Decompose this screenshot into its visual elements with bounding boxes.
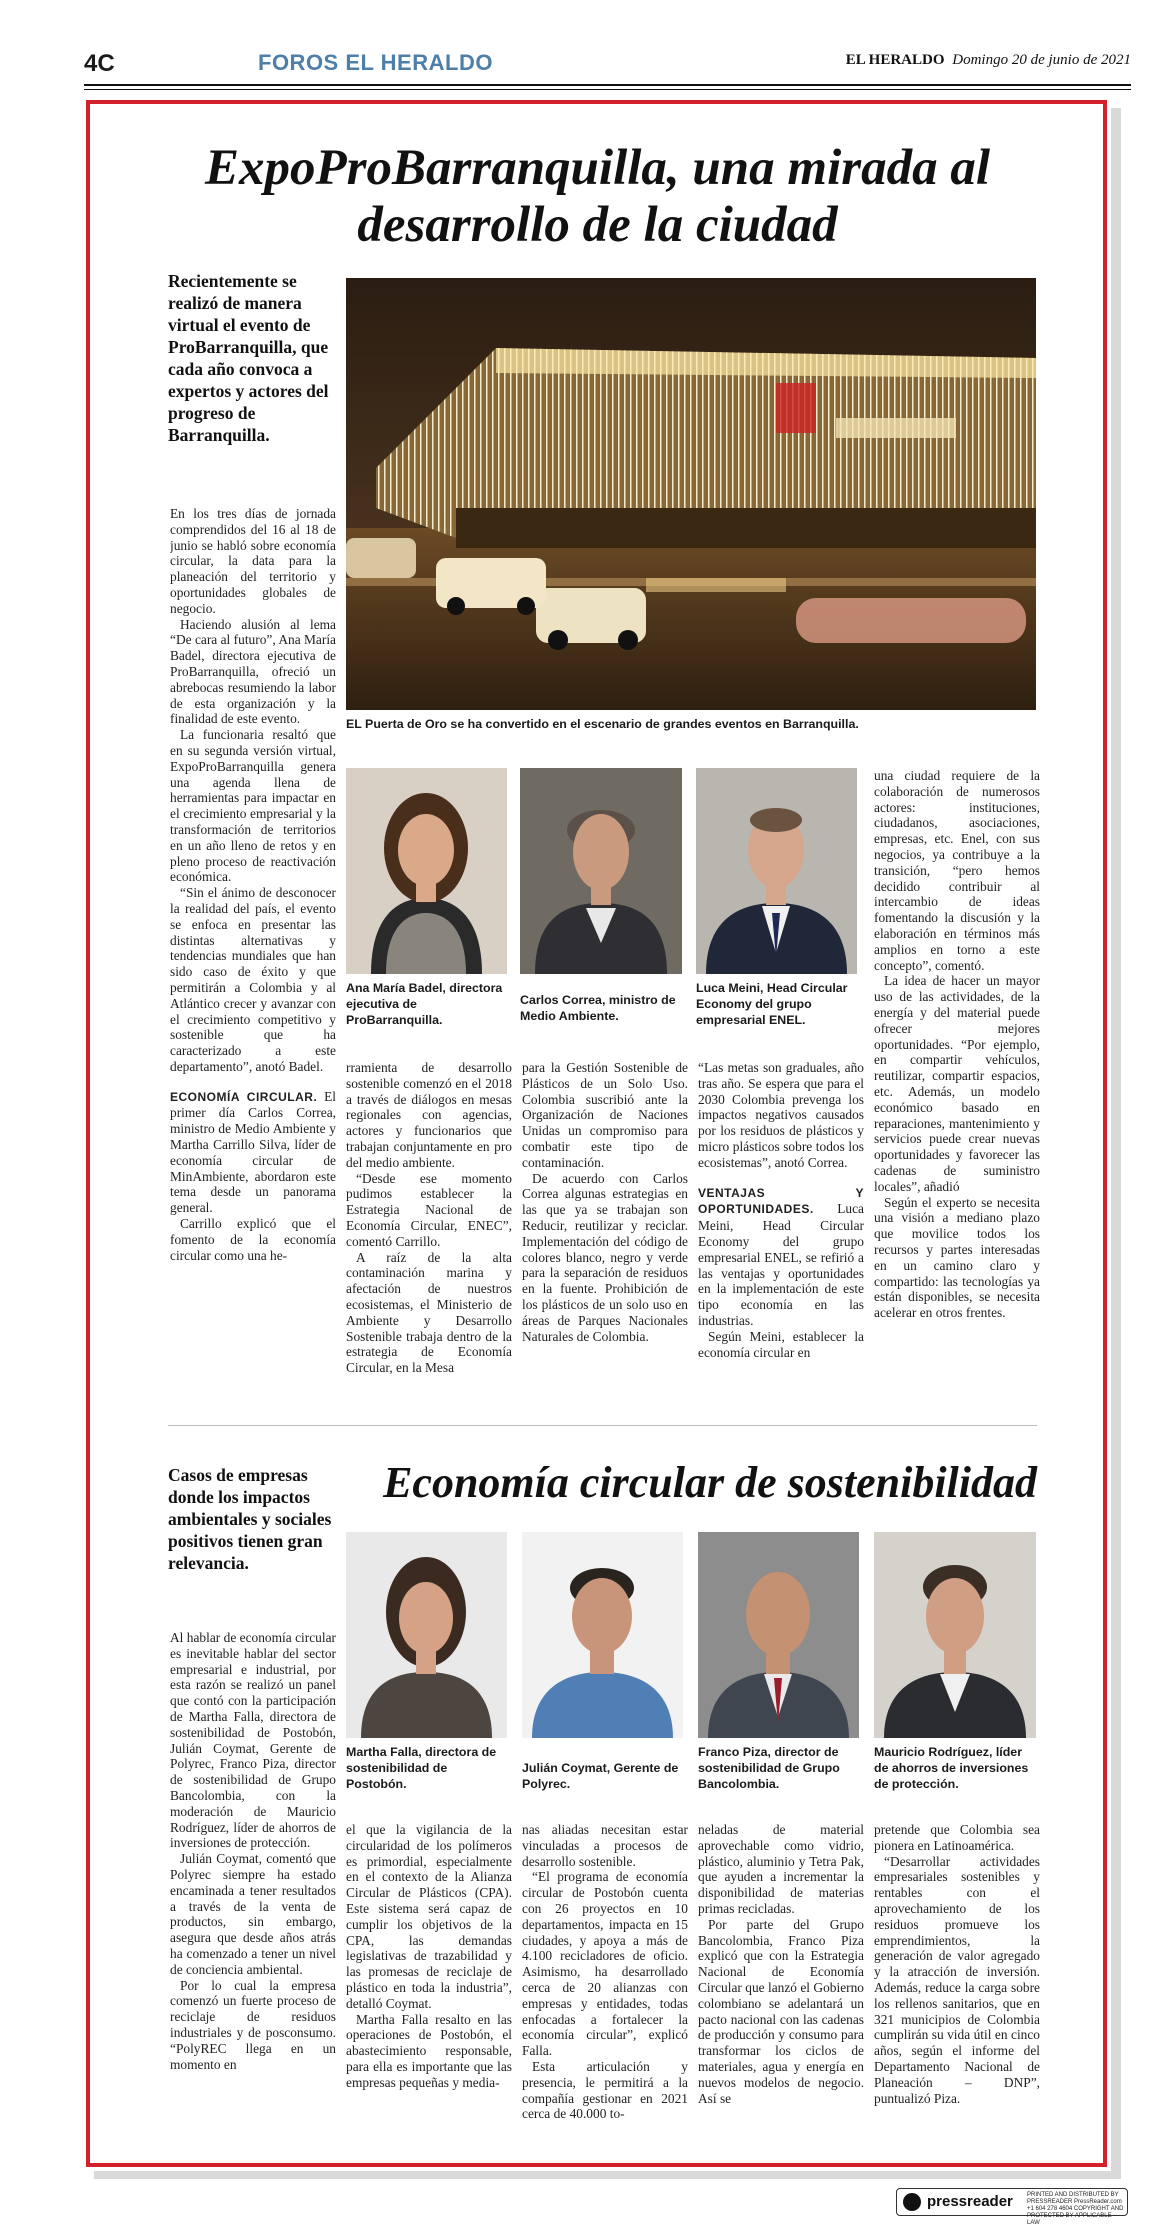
article1-column-1	[170, 506, 336, 1406]
portrait-mauricio-rodriguez	[874, 1532, 1036, 1738]
paragraph: “El programa de economía circular de Postobón cuenta con 26 proyectos en 10 departamentos, impacta en 15 ciudades, y apoya a más de 4.100 recicladores de oficio. Asimismo, ha desarrollado cerca de 20 alianzas con empresas y entidades, todas enfocadas a fortalecer la economía circular”, explicó Falla.	[522, 1869, 688, 2059]
article2-column-4	[698, 1822, 864, 2162]
header-rule	[84, 84, 1131, 86]
paragraph: “Las metas son graduales, año tras año. Se espera que para el 2030 Colombia prevenga los impactos negativos causados por los residuos de plásticos y micro plásticos sobre todos los ecosistemas”, anotó Correa.	[698, 1060, 864, 1170]
paragraph: Carrillo explicó que el fomento de la economía circular como una he-	[170, 1216, 336, 1263]
article2-column-5	[874, 1822, 1040, 2162]
article2-column-3	[522, 1822, 688, 2162]
article1-column-4	[698, 1060, 864, 1410]
paragraph: A raíz de la alta contaminación marina y afectación de nuestros ecosistemas, el Ministerio de Ambiente y Desarrollo Sostenible trabaja dentro de la estrategia de Economía Circular, en la Mesa	[346, 1249, 512, 1376]
paragraph: En los tres días de jornada comprendidos del 16 al 18 de junio se habló sobre economía circular, la data para la planeación del territorio y oportunidades globales de negocio.	[170, 506, 336, 616]
paragraph: “Desarrollar actividades empresariales sostenibles y rentables con el aprovechamiento de los residuos promueve los emprendimientos, la generación de valor agregado y la atracción de inversión. Además, reduce la carga sobre los rellenos sanitarios, que en 321 municipios de Colombia cumplirán su vida útil en cinco años, según el informe del Departamento Nacional de Planeación – DNP”, puntualizó Piza.	[874, 1853, 1040, 2106]
paragraph: Por parte del Grupo Bancolombia, Franco Piza explicó que con la Estrategia Nacional de Economía Circular que lanzó el Gobierno colombiano se adelantará un pacto nacional con las cadenas de producción y consumo para transformar los ciclos de materiales, agua y energía en nuevos modelos de negocio. Así se	[698, 1916, 864, 2106]
subhead-ventajas: VENTAJAS Y OPORTUNIDADES.	[698, 1185, 864, 1217]
portrait-caption-coymat: Julián Coymat, Gerente de Polyrec.	[522, 1761, 679, 1791]
issue-date: Domingo 20 de junio de 2021	[952, 52, 1131, 68]
article2-column-1	[170, 1630, 336, 2160]
paragraph: Luca Meini, Head Circular Economy del grupo empresarial ENEL, se refirió a las ventajas y oportunidades en la implementación de este tipo economía en las industrias.	[698, 1201, 864, 1328]
portrait-caption-badel: Ana María Badel, directora ejecutiva de ProBarranquilla.	[346, 981, 503, 1027]
article2-headline: Economía circular de sostenibilidad	[383, 1458, 1037, 1507]
paragraph: Julián Coymat, comentó que Polyrec siempre ha estado encaminada a tener resultados a través de la venta de productos, sin embargo, asegura que desde años atrás ha comenzado a tener un nivel de conciencia ambiental.	[170, 1851, 336, 1977]
paragraph: Por lo cual la empresa comenzó un fuerte proceso de reciclaje de residuos industriales y de posconsumo. “PolyREC llega en un momento en	[170, 1977, 336, 2072]
paragraph: El primer día Carlos Correa, ministro de Medio Ambiente y Martha Carrillo Silva, líder de economía circular de MinAmbiente, abordaron este tema desde un panorama general.	[170, 1088, 336, 1216]
paragraph: “Desde ese momento pudimos establecer la Estrategia Nacional de Economía Circular, ENEC”, comentó Carrillo.	[346, 1170, 512, 1249]
pressreader-legal: PRINTED AND DISTRIBUTED BY PRESSREADER PressReader.com +1 604 278 4604 COPYRIGHT AND PROTECTED BY APPLICABLE LAW	[1027, 2192, 1124, 2226]
frame-shadow-bottom	[94, 2171, 1121, 2179]
portrait-ana-maria-badel	[346, 768, 507, 974]
portrait-caption-meini: Luca Meini, Head Circular Economy del grupo empresarial ENEL.	[696, 981, 848, 1027]
portrait-carlos-correa	[520, 768, 682, 974]
article1-column-2	[346, 1060, 512, 1410]
paragraph: Según el experto se necesita una visión a mediano plazo que movilice todos los recursos y partes interesadas en un camino claro y compartido: las tecnologías ya están disponibles, se necesita acelerar en otros frentes.	[874, 1194, 1040, 1321]
paragraph: Según Meini, establecer la economía circular en	[698, 1328, 864, 1360]
puerta-de-oro-photo	[346, 278, 1036, 710]
page-number: 4C	[84, 50, 115, 77]
pressreader-logo-icon	[903, 2193, 921, 2211]
paragraph: nas aliadas necesitan estar vinculadas a procesos de desarrollo sostenible.	[522, 1822, 688, 1869]
portrait-franco-piza	[698, 1532, 859, 1738]
paragraph: pretende que Colombia sea pionera en Latinoamérica.	[874, 1822, 1040, 1853]
section-title: FOROS EL HERALDO	[258, 50, 493, 75]
paragraph: La idea de hacer un mayor uso de las actividades, de la energía y del material puede ofrecer mejores oportunidades. “Por ejemplo, en compartir vehículos, reutilizar, compartir espacios, etc. Además, un modelo económico basado en reparaciones, mantenimiento y servicios puede crear nuevas oportunidades y favorecer las cadenas de suministro locales”, añadió	[874, 973, 1040, 1194]
paragraph: Al hablar de economía circular es inevitable hablar del sector empresarial e industrial, por esta razón se realizó un panel que contó con la participación de Martha Falla, directora de sostenibilidad de Postobón, Julián Coymat, Gerente de Polyrec, Franco Piza, director de sostenibilidad de Grupo Bancolombia, con la moderación de Mauricio Rodríguez, líder de ahorros de inversiones de protección.	[170, 1630, 336, 1851]
header-rule-thin	[84, 89, 1131, 90]
paragraph: “Sin el ánimo de desconocer la realidad del país, el evento se enfoca en presentar las distintas alternativas y tendencias mundiales que han sido caso de éxito y que permitirán a Colombia y al Atlántico crecer y avanzar con el crecimiento competitivo y sostenible que ha caracterizado a este departamento”, anotó Badel.	[170, 885, 336, 1074]
portrait-julian-coymat	[522, 1532, 683, 1738]
pressreader-badge[interactable]	[896, 2188, 1128, 2226]
portrait-caption-rodriguez: Mauricio Rodríguez, líder de ahorros de inversiones de protección.	[874, 1745, 1029, 1791]
portrait-caption-falla: Martha Falla, directora de sostenibilidad de Postobón.	[346, 1745, 497, 1791]
portrait-caption-correa: Carlos Correa, ministro de Medio Ambiente.	[520, 993, 676, 1023]
masthead-date	[846, 52, 1131, 69]
article-separator	[168, 1425, 1037, 1426]
main-photo-caption: EL Puerta de Oro se ha convertido en el escenario de grandes eventos en Barranquilla.	[346, 717, 859, 731]
article1-column-3	[522, 1060, 688, 1410]
paragraph: para la Gestión Sostenible de Plásticos de un Solo Uso. Colombia suscribió ante la Organización de Naciones Unidas un compromiso para combatir este tipo de contaminación.	[522, 1060, 688, 1170]
article-headline: ExpoProBarranquilla, una mirada al desarrollo de la ciudad	[204, 140, 991, 253]
article2-column-2	[346, 1822, 512, 2162]
paragraph: La funcionaria resaltó que en su segunda versión virtual, ExpoProBarranquilla genera una agenda llena de herramientas para impactar en el crecimiento empresarial y la transformación de territorios en un año lleno de retos y en pleno proceso de reactivación económica.	[170, 727, 336, 885]
subhead-economia-circular: ECONOMÍA CIRCULAR.	[170, 1089, 318, 1104]
article-deck: Recientemente se realizó de manera virtual el evento de ProBarranquilla, que cada año convoca a expertos y actores del progreso de Barranquilla.	[168, 271, 329, 445]
paragraph: una ciudad requiere de la colaboración de numerosos actores: instituciones, ciudadanos, asociaciones, empresas, etc. Enel, con sus negocios, ya contribuye a la transición, “pero hemos decidido contribuir al intercambio de ideas fomentando la discusión y la elaboración en términos más amplios en torno a este concepto”, comentó.	[874, 768, 1040, 973]
paragraph: Martha Falla resalto en las operaciones de Postobón, el abastecimiento responsable, para ella es importante que las empresas pequeñas y media-	[346, 2011, 512, 2090]
paragraph: rramienta de desarrollo sostenible comenzó en el 2018 a través de diálogos en mesas regionales con agencias, actores y funcionarios que trabajan conjuntamente en pro del medio ambiente.	[346, 1060, 512, 1170]
paragraph: neladas de material aprovechable como vidrio, plástico, aluminio y Tetra Pak, que ayuden a incrementar la disponibilidad de materias primas recicladas.	[698, 1822, 864, 1916]
pressreader-brand: pressreader	[927, 2193, 1013, 2210]
paragraph: el que la vigilancia de la circularidad de los polímeros es primordial, especialmente en el contexto de la Alianza Circular de Plásticos (CPA). Este sistema será capaz de cumplir los objetivos de la CPA, las demandas legislativas de trazabilidad y las promesas de reciclaje de plástico en toda la industria”, detalló Coymat.	[346, 1822, 512, 2011]
paper-name: EL HERALDO	[845, 52, 945, 68]
paragraph: Haciendo alusión al lema “De cara al futuro”, Ana María Badel, directora ejecutiva de ProBarranquilla, ofreció un abrebocas resumiendo la labor de esta organización y la finalidad de este evento.	[170, 616, 336, 727]
page-header	[84, 40, 1131, 80]
article2-deck: Casos de empresas donde los impactos ambientales y sociales positivos tienen gran relevancia.	[168, 1465, 332, 1573]
portrait-luca-meini	[696, 768, 857, 974]
frame-shadow	[1111, 108, 1121, 2171]
portrait-caption-piza: Franco Piza, director de sostenibilidad de Grupo Bancolombia.	[698, 1745, 840, 1791]
paragraph: De acuerdo con Carlos Correa algunas estrategias en las que ya se trabajan son Reducir, reutilizar y reciclar. Implementación del código de colores blanco, negro y verde para la separación de residuos en la fuente. Prohibición de los plásticos de un solo uso en áreas de Parques Nacionales Naturales de Colombia.	[522, 1170, 688, 1344]
portrait-martha-falla	[346, 1532, 507, 1738]
article1-column-5	[874, 768, 1040, 1410]
paragraph: Esta articulación y presencia, le permitirá a la compañía gestionar en 2021 cerca de 40.000 to-	[522, 2058, 688, 2122]
